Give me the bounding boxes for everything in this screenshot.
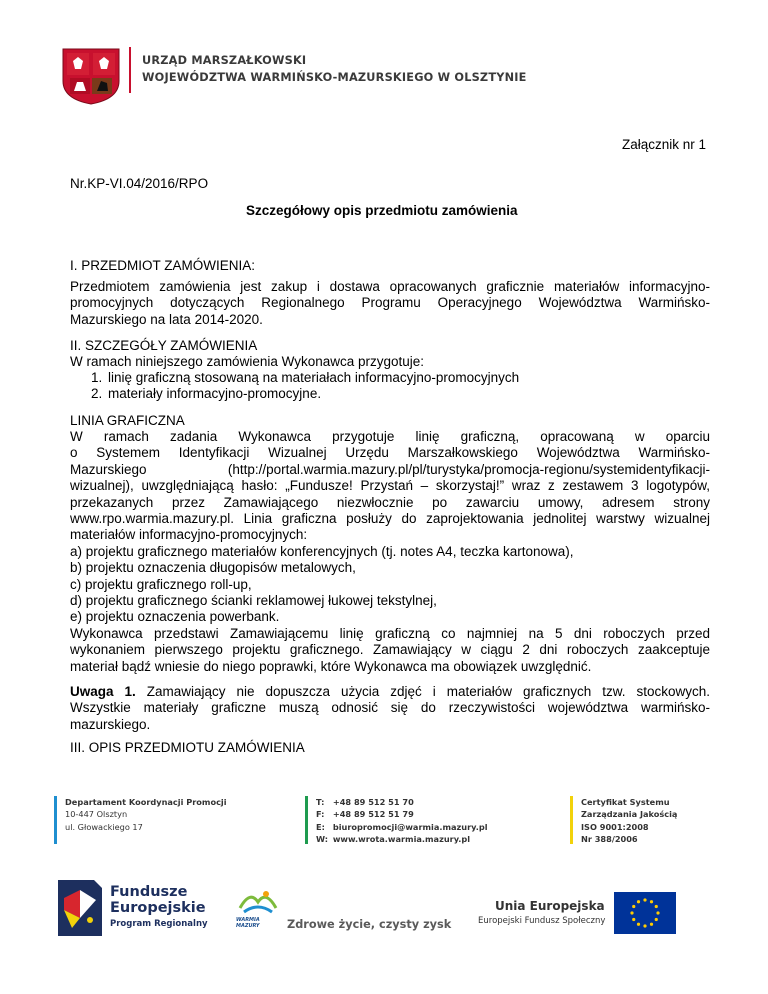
paragraph-line: przekazanych przez Zamawiającego niezwłocznie po zawarciu umowy, adresem strony: [70, 494, 710, 510]
section1-heading: I. PRZEDMIOT ZAMÓWIENIA:: [70, 258, 256, 273]
section1-paragraph: [70, 279, 710, 328]
eu-star-icon: [637, 900, 640, 903]
office-name-line2: WOJEWÓDZTWA WARMIŃSKO-MAZURSKIEGO W OLSZTYNIE: [142, 71, 527, 84]
eu-subtitle: Europejski Fundusz Społeczny: [478, 916, 606, 926]
eu-star-icon: [632, 918, 635, 921]
paragraph-line: wizualnej), uwzględniającą hasło: „Fundusze! Przystań – skorzystaj!” wraz z zestawem 3 logotypów,: [70, 478, 710, 494]
fe-logo-line3: Program Regionalny: [110, 919, 208, 929]
footer-contact: T: +48 89 512 51 70 F: +48 89 512 51 79 E: biuropromocji@warmia.mazury.pl W: www.wrota.warmia.mazury.pl: [316, 797, 488, 844]
paragraph-line: promocyjnych dotyczących Regionalnego Programu Operacyjnego Województwa Warmińsko-: [70, 295, 710, 311]
paragraph-line: www.rpo.warmia.mazury.pl. Linia graficzna posłuży do zaprojektowania jednolitej warstwy wizualnej: [70, 511, 710, 527]
eu-star-icon: [655, 918, 658, 921]
attachment-label: Załącznik nr 1: [621, 137, 706, 152]
eu-star-icon: [630, 911, 633, 914]
list-item: 2. materiały informacyjno-promocyjne.: [91, 386, 322, 402]
website-link[interactable]: www.wrota.warmia.mazury.pl: [332, 833, 471, 844]
warmia-mazury-text: WARMIA MAZURY: [236, 917, 260, 929]
note-label: Uwaga 1.: [70, 684, 136, 699]
section2-intro: W ramach niniejszego zamówienia Wykonawca przygotuje:: [70, 354, 425, 369]
section3-heading: III. OPIS PRZEDMIOTU ZAMÓWIENIA: [70, 740, 305, 755]
paragraph-line: Mazurskiego (http://portal.warmia.mazury.pl/pl/turystyka/promocja-regionu/systemidentyfikacji-: [70, 461, 710, 477]
paragraph-line: mazurskiego.: [70, 716, 151, 732]
paragraph-line: Mazurskiego na lata 2014-2020.: [70, 311, 263, 327]
footer-bar-blue: [54, 796, 57, 844]
eu-star-icon: [632, 905, 635, 908]
footer-bar-green: [305, 796, 308, 844]
list-item: e) projektu oznaczenia powerbank.: [70, 609, 280, 625]
eu-star-icon: [650, 900, 653, 903]
office-name-line1: URZĄD MARSZAŁKOWSKI: [142, 54, 307, 67]
paragraph-line: materiałów informacyjno-promocyjnych:: [70, 527, 308, 543]
list-item: d) projektu graficznego ścianki reklamowej łukowej tekstylnej,: [70, 593, 437, 609]
header-divider: [129, 47, 131, 93]
note-paragraph: [70, 684, 710, 733]
email-link[interactable]: biuropromocji@warmia.mazury.pl: [332, 821, 488, 832]
list-item: c) projektu graficznego roll-up,: [70, 576, 252, 592]
eu-star-icon: [643, 898, 646, 901]
eu-star-icon: [656, 911, 659, 914]
paragraph-line: o Systemem Identyfikacji Wizualnej Urzędu Marszałkowskiego Województwa Warmińsko-: [70, 445, 710, 461]
fundusze-europejskie-logo: [58, 880, 102, 936]
paragraph-line: Uwaga 1. Zamawiający nie dopuszcza użycia zdjęć i materiałów graficznych tzw. stockowych.: [70, 684, 710, 699]
paragraph-line: materiał bądź wniesie do niego poprawki, które Wykonawca ma obowiązek uwzględnić.: [70, 658, 592, 674]
paragraph-line: Wykonawca przedstawi Zamawiającemu linię graficzną co najmniej na 5 dni roboczych przed: [70, 626, 710, 641]
eu-star-icon: [655, 905, 658, 908]
execution-paragraph: [70, 626, 710, 675]
paragraph-line: Przedmiotem zamówienia jest zakup i dostawa opracowanych graficznie materiałów informacyjno-: [70, 279, 710, 294]
footer-bar-yellow: [570, 796, 573, 844]
linia-paragraph: [70, 429, 710, 626]
list-item: a) projektu graficznego materiałów konferencyjnych (tj. notes A4, teczka kartonowa),: [70, 543, 574, 559]
slogan: Zdrowe życie, czysty zysk: [287, 918, 452, 931]
eu-flag-icon: [614, 892, 676, 934]
fe-logo-line1: Fundusze: [110, 884, 188, 900]
section2-heading: II. SZCZEGÓŁY ZAMÓWIENIA: [70, 338, 258, 353]
paragraph-line: W ramach zadania Wykonawca przygotuje linię graficzną, opracowaną w oparciu: [70, 429, 710, 444]
reference-number: Nr.KP-VI.04/2016/RPO: [70, 176, 209, 191]
coat-of-arms-logo: [61, 47, 121, 105]
eu-star-icon: [637, 923, 640, 926]
footer-department: Departament Koordynacji Promocji 10-447 Olsztyn ul. Głowackiego 17: [65, 797, 227, 832]
section2-list: [91, 370, 519, 403]
eu-title: Unia Europejska: [495, 899, 605, 913]
paragraph-line: Wszystkie materiały graficzne muszą odnosić się do rzeczywistości województwa warmińsko-: [70, 700, 710, 716]
document-title: Szczegółowy opis przedmiotu zamówienia: [246, 203, 518, 218]
paragraph-line: wykonaniem pierwszego projektu graficznego. Zamawiający w ciągu 2 dni roboczych zaakceptuje: [70, 642, 710, 658]
linia-heading: LINIA GRAFICZNA: [70, 413, 185, 428]
fe-logo-line2: Europejskie: [110, 900, 206, 916]
list-item: 1. linię graficzną stosowaną na materiałach informacyjno-promocyjnych: [91, 370, 520, 385]
list-item: b) projektu oznaczenia długopisów metalowych,: [70, 560, 356, 576]
footer-certificate: Certyfikat Systemu Zarządzania Jakością ISO 9001:2008 Nr 388/2006: [581, 797, 678, 844]
warmia-mazury-logo: [236, 888, 280, 916]
eu-star-icon: [643, 924, 646, 927]
eu-star-icon: [650, 923, 653, 926]
